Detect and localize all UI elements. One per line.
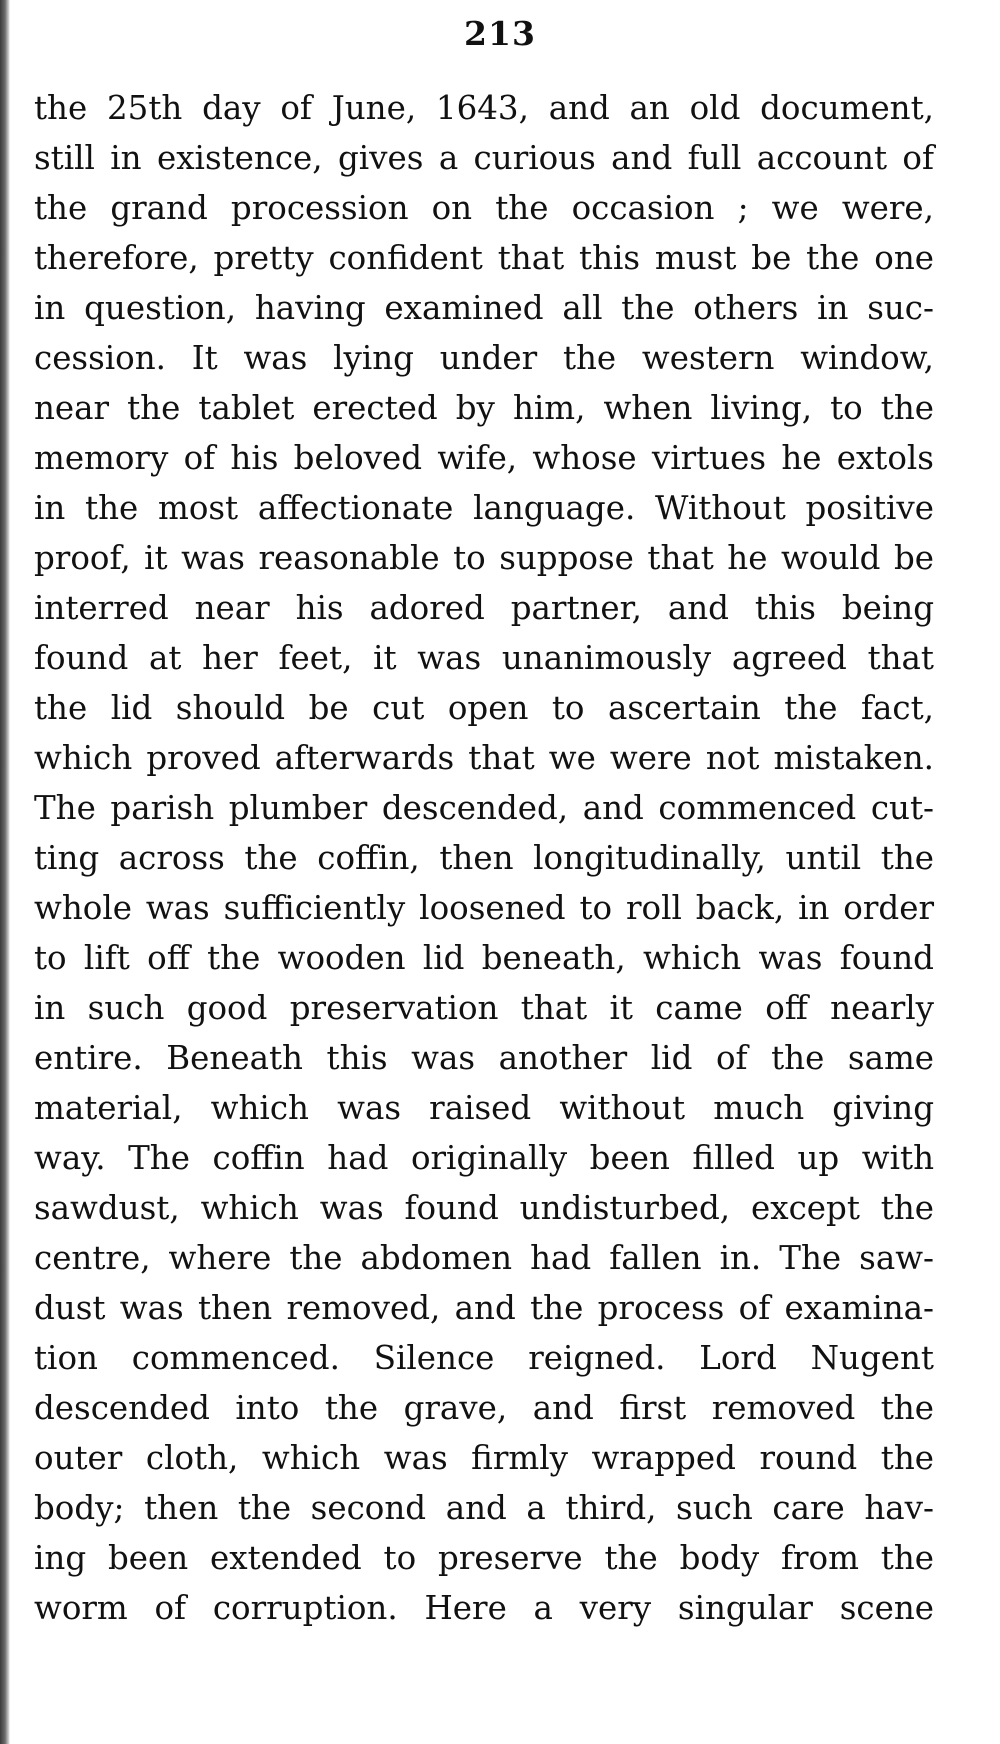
text-line: interred near his adored partner, and this being <box>34 589 934 627</box>
text-line: memory of his beloved wife, whose virtues he extols <box>34 439 934 477</box>
text-line: found at her feet, it was unanimously agreed that <box>34 639 934 677</box>
text-line: The parish plumber descended, and commenced cut- <box>34 789 934 827</box>
text-line: in such good preservation that it came off nearly <box>34 989 934 1027</box>
text-line: still in existence, gives a curious and full account of <box>34 139 934 177</box>
text-line: way. The coffin had originally been filled up with <box>34 1139 934 1177</box>
text-line: which proved afterwards that we were not mistaken. <box>34 739 934 777</box>
text-line: cession. It was lying under the western window, <box>34 339 934 377</box>
text-line: body; then the second and a third, such care hav- <box>34 1489 934 1527</box>
text-line: sawdust, which was found undisturbed, except the <box>34 1189 934 1227</box>
text-line: proof, it was reasonable to suppose that he would be <box>34 539 934 577</box>
text-line: dust was then removed, and the process of examina- <box>34 1289 934 1327</box>
page-number: 213 <box>464 14 536 53</box>
body-text <box>34 83 934 1633</box>
text-line: near the tablet erected by him, when living, to the <box>34 389 934 427</box>
text-line: outer cloth, which was firmly wrapped round the <box>34 1439 934 1477</box>
text-line: the 25th day of June, 1643, and an old document, <box>34 89 934 127</box>
page-binding-edge <box>0 0 10 1744</box>
text-line: whole was sufficiently loosened to roll back, in order <box>34 889 934 927</box>
text-line: the grand procession on the occasion ; we were, <box>34 189 934 227</box>
text-line: ing been extended to preserve the body from the <box>34 1539 934 1577</box>
text-line: therefore, pretty confident that this must be the one <box>34 239 934 277</box>
text-line: worm of corruption. Here a very singular scene <box>34 1589 934 1627</box>
text-line: in question, having examined all the others in suc- <box>34 289 934 327</box>
text-line: ting across the coffin, then longitudinally, until the <box>34 839 934 877</box>
text-line: descended into the grave, and first removed the <box>34 1389 934 1427</box>
text-line: entire. Beneath this was another lid of the same <box>34 1039 934 1077</box>
text-line: material, which was raised without much giving <box>34 1089 934 1127</box>
text-line: tion commenced. Silence reigned. Lord Nugent <box>34 1339 934 1377</box>
text-line: the lid should be cut open to ascertain the fact, <box>34 689 934 727</box>
text-line: centre, where the abdomen had fallen in. The saw- <box>34 1239 934 1277</box>
text-line: in the most affectionate language. Without positive <box>34 489 934 527</box>
text-line: to lift off the wooden lid beneath, which was found <box>34 939 934 977</box>
